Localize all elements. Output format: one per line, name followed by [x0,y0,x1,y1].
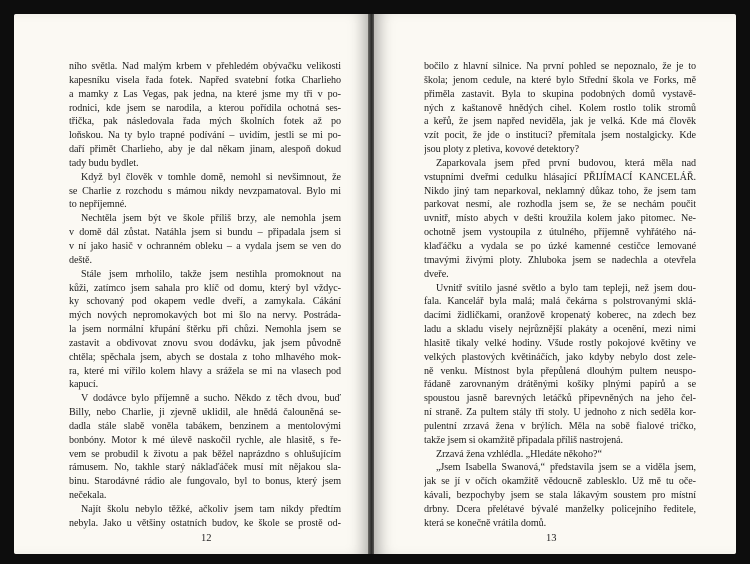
text-line: rámusem. No, takhle starý náklaďáček musí mít nějakou sla- [69,462,341,474]
text-line: bočilo z hlavní silnice. Na první pohled se nepoznalo, že je to [424,61,696,72]
text-line: a mamky z Las Vegas, pak jedna, na které jsme my tři v po- [69,88,341,100]
text-line: „Jsem Isabella Swanová,“ představila jsem se a viděla jsem, [436,462,696,474]
text-line: v domě dál zůstat. Natáhla jsem si bundu – připadala jsem si [69,227,341,239]
text-line: která se konečně vrátila domů. [424,517,547,529]
text-line: bonbóny. Motor k mé úlevě naskočil rychle, ale hlasitě, s ře- [69,434,341,446]
text-line: vem se probudil k životu a pak běžel naprázdno s ohlušujícím [69,448,341,460]
text-line: ní straně. Za pultem stály tři stoly. U jednoho z nich seděla kor- [424,407,696,419]
text-line: Když byl člověk v tomhle domě, nemohl si nevšimnout, že [81,171,341,183]
text-line: ra, které mi vířilo kolem hlavy a srážela se mi na vlasech pod [69,365,341,377]
right-page-text [424,60,696,531]
text-line: kávali, bezpochyby jsem se stala lákavým soustem pro místní [424,490,696,502]
text-line: takže jsem si okamžitě připadala příliš nastrojená. [424,434,623,446]
text-line: chtěla; spěchala jsem, abych se dostala z toho mlhavého mok- [69,351,341,363]
text-line: ochotně jsem vystoupila z útulného, příjemně vyhřátého ná- [424,227,696,239]
text-line: rodnici, kde jsem se narodila, a kterou pořídila ochotná ses- [69,102,341,114]
text-line: ladu a skladu visely nejrůznější plakáty a ocenění, mezi nimi [424,324,696,336]
text-line: kapesníku visela řada fotek. Napřed svatební fotka Charlieho [69,74,341,86]
text-line: dadla stále slabě voněla tabákem, benzinem a mentolovými [69,420,341,432]
text-line: Nikdo jiný tam neparkoval, neklamný důkaz toho, že jsem tam [424,185,696,197]
text-line: la jsem normální křupání štěrku při chůzi. Nemohla jsem se [69,324,341,336]
text-line: nebyla. Jako u většiny ostatních budov, ke škole se prostě od- [69,517,341,529]
text-line: loňskou. Na ty bylo trapné podívání – uvidím, jestli se mi po- [69,130,341,142]
text-line: to nepříjemné. [69,199,127,211]
text-line: parkovat nesmí, ale rozhodla jsem se, že se nechám poučit [424,199,696,211]
text-line: Najít školu nebylo těžké, ačkoliv jsem tam nikdy předtím [81,504,341,515]
text-line: škola; jenom cedule, na které bylo Střední škola ve Forks, mě [424,74,696,86]
right-page-number: 13 [546,533,557,544]
left-page [14,14,369,554]
text-line: spoustou jasně barevných letáčků připevněných na jeho čel- [424,393,696,405]
text-line: hlasitě tikaly velké hodiny. Všude rostly pokojové květiny ve [424,337,696,349]
text-line: se Charlie z rozchodu s mámou nikdy nevzpamatoval. Bylo mi [69,185,341,197]
text-line: nečekala. [69,490,107,502]
text-line: vstupními dveřmi cedulku hlásající PŘIJÍMACÍ KANCELÁŘ. [424,171,696,183]
text-line: dacími židličkami, oranžově kropenatý koberec, na zdech bez [424,310,696,322]
left-page-number: 12 [201,533,212,544]
text-line: uvnitř, místo abych v dešti kroužila kolem jako pitomec. Ne- [424,213,696,225]
text-line: deště. [69,254,92,266]
text-line: tady budu bydlet. [69,157,139,169]
text-line: dveře. [424,268,449,280]
text-line: drbny. Dcera přelétavé bývalé manželky policejního ředitele, [424,504,696,515]
text-line: mých nových nepromokavých bot mi šlo na nervy. Postráda- [69,310,341,322]
text-line: jak se jí v očích okamžitě vědoucně zablesklo. Už mě tu oče- [424,476,696,488]
text-line: kůži, zatímco jsem sahala pro klíč od domu, který byl vždyc- [69,282,341,294]
text-line: přiměla zastavit. Byla to skupina podobných domů vystavě- [424,88,696,100]
text-line: v ní jako hasič v ochranném obleku – a vydala jsem se ven do [69,240,341,252]
text-line: fala. Kancelář byla malá; malá čekárna s polstrovanými sklá- [424,296,696,308]
text-line: velkých plastových květináčích, jako kdyby nebylo dost zele- [424,351,696,363]
text-line: vzít pocit, že jde o instituci? přemítala jsem nostalgicky. Kde [424,130,696,142]
text-line: tmavými živými ploty. Zhluboka jsem se nadechla a otevřela [424,254,696,266]
left-page-text [69,60,341,531]
text-line: klaďáčku a vydala se po úzké kamenné cestičce lemované [424,240,696,252]
text-line: Nechtěla jsem být ve škole příliš brzy, ale nemohla jsem [81,213,341,225]
text-line: zastavit a obdivovat znovu svou dodávku, jak jsem původně [69,337,341,349]
text-line: binu. Starodávné rádio ale fungovalo, byl to bonus, který jsem [69,476,341,488]
text-line: ky schovaný pod okapem vedle dveří, a zamykala. Cákání [69,296,341,308]
text-line: Stále jsem mrholilo, takže jsem nestihla promoknout na [81,268,341,280]
text-line: Billy, nebo Charlie, ji zjevně uklidil, ale hnědá čalouněná se- [69,407,341,419]
text-line: V dodávce bylo příjemně a sucho. Někdo z těch dvou, buď [81,393,341,405]
text-line: ně venku. Místnost byla přepůlená dlouhým pultem neuspo- [424,365,696,377]
text-line: ního světla. Nad malým krbem v přehledém obývačku velikosti [69,61,341,72]
text-line: ných z kaštanově hnědých cihel. Kolem rostlo tolik stromů [424,102,696,114]
text-line: Uvnitř svítilo jasné světlo a bylo tam tepleji, než jsem dou- [436,282,696,294]
text-line: pulentní zrzavá žena v brýlích. Měla na sobě fialové tričko, [424,420,696,432]
text-line: a keřů, že jsem napřed neviděla, jak je velká. Kde má člověk [424,116,696,128]
text-line: Zrzavá žena vzhlédla. „Hledáte někoho?“ [436,448,602,460]
right-page [374,14,736,554]
text-line: řádaně zarovnaným drátěnými košíky plnými papírů a se [424,379,696,391]
text-line: Zaparkovala jsem před první budovou, která měla nad [436,157,696,169]
text-line: jsou ploty z pletiva, kovové detektory? [424,144,580,156]
text-line: třička, pak následovala řada mých školních fotek až po [69,116,341,128]
text-line: kapucí. [69,379,99,391]
text-line: daří přimět Charlieho, aby je dal někam jinam, alespoň dokud [69,144,341,156]
